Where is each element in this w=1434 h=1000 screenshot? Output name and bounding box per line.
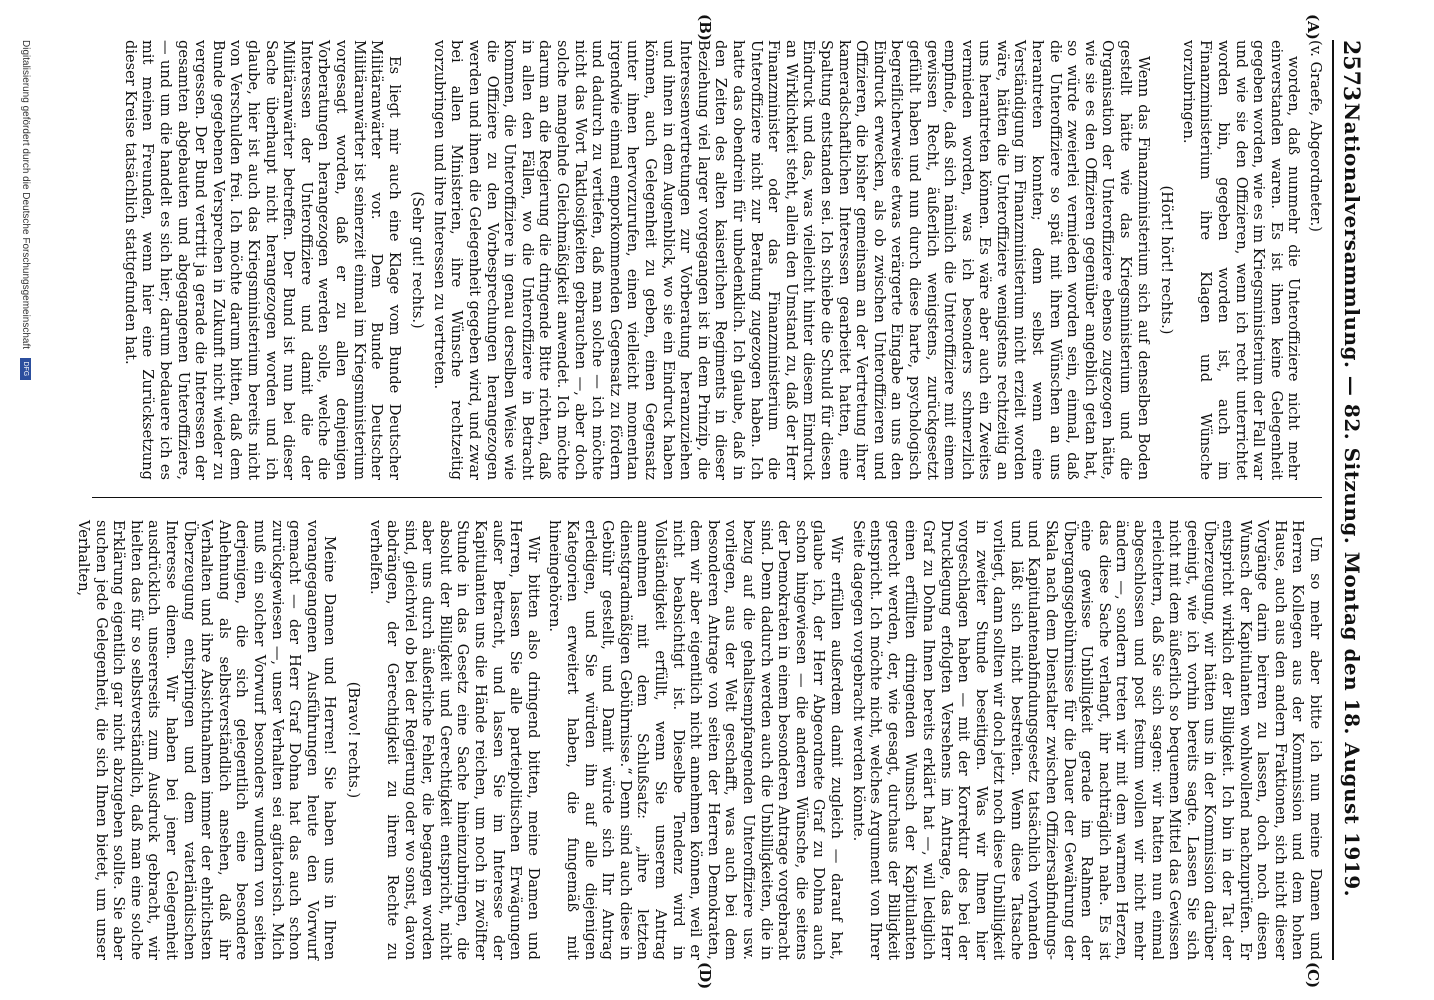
margin-marker-b: (B) [696, 14, 714, 41]
page-header [1332, 40, 1366, 960]
speaker-line: (v. Graefe, Abgeordneter.) [1307, 40, 1324, 232]
margin-marker-a: (A) [1304, 14, 1322, 40]
dfg-logo: DFG [20, 358, 31, 380]
interjection: (Bravo! rechts.) [344, 681, 362, 799]
paragraph: worden, daß nunmehr die Unteroffiziere nicht mehr einverstanden waren. Es ist ihnen keine Gelegenheit gegeben worden, wie es im Kriegsministerium der Fall war und wie sie den Offizieren, wenn ich recht unterrichtet worden bin, gegeben worden ist, auch im Finanzministerium ihre Klagen und Wünsche vorzubringen. [1179, 40, 1303, 480]
interjection: (Sehr gut! rechts.) [409, 191, 427, 329]
margin-marker-d: (D) [696, 962, 714, 990]
paragraph: Um so mehr aber bitte ich nun meine Damen und Herren Kollegen aus der Kommission und dem hohen Hause, auch aus den andern Fraktionen, sich nicht dieser Vorgänge darin beirren zu lassen, doch noch diesen Wunsch der Kapitulanten wohlwollend nachzuprüfen. Er entspricht wirklich der Billigkeit. Ich bin in der Tat der Überzeugung, wir hätten uns in der Kommission darüber geeinigt, wie ich vorhin bereits sagte. Lassen Sie sich nicht mit dem äußerlich so bequemen Mittel das Gewissen erleichtern, daß Sie sich sagen: wir hatten nun einmal abgeschlossen und post festum wollen wir nicht mehr ändern —, sondern treten wir mit dem warmen Herzen, das diese Sache verlangt, ihr nachträglich nahe. Es ist eine gewisse Unbilligkeit gerade im Rahmen der Übergangsgebührnisse für die Dauer der Gewährung der Skala nach dem Dienstalter zwischen Offiziersabfindungs- und Kapitulantenabfindungsgesetz tatsächlich vorhanden und läßt sich nicht bestreiten. Wenn diese Tatsache vorliegt, dann sollten wir doch jetzt noch diese Unbilligkeit in zweiter Stunde beseitigen. Was wir Ihnen hier vorgeschlagen haben — mit der Korrektur des bei der Drucklegung erfolgten Versehens im Antrage, das Herr Graf zu Dohna Ihnen bereits erklärt hat —, will lediglich einen erfüllten dringenden Wunsch der Kapitulanten gerecht werden, der, wie gesagt, durchaus der Billigkeit entspricht. Ich möchte nicht, welches Argument von Ihrer Seite dagegen vorgebracht werden könnte. [849, 520, 1324, 960]
left-column [84, 40, 1324, 480]
digitization-credit [20, 40, 31, 940]
interjection: (Hört! hört! rechts.) [1158, 185, 1176, 335]
paragraph: Meine Damen und Herren! Sie haben uns in Ihren vorangegangenen Ausführungen heute den Vorwurf gemacht — der Herr Graf Dohna hat das auch schon zurückgewiesen —, unser Verhalten sei agitatorisch. Mich muß ein solcher Vorwurf besonders wundern von seiten derjenigen, die sich gelegentlich eine besondere Anlehnung als selbstverständlich ansehen, daß ihr Verhalten und ihre Absichtnahmen immer der ehrlichsten Überzeugung entspringen und dem vaterländischen Interesse dienen. Wir haben bei jener Gelegenheit ausdrücklich unsererseits zum Ausdruck gebracht, wir hielten das für so selbstverständlich, daß man eine solche Erklärung eigentlich gar nicht abzugeben sollte. Sie aber suchen jede Gelegenheit, die sich Ihnen bietet, um unser Verhalten, [75, 520, 339, 960]
running-head: Nationalversammlung. — 82. Sitzung. Montag den 18. August 1919. [1340, 102, 1364, 898]
right-column [75, 520, 1324, 960]
paragraph: Es liegt mir auch eine Klage vom Bunde Deutscher Militäranwärter vor. Dem Bunde Deutscher Militäranwärter ist seinerzeit einmal im Kriegsministerium vorgesagt worden, daß er zu allen denjenigen Vorberatungen herangezogen werden solle, welche die Interessen der Unteroffiziere und damit die der Militäranwärter betreffen. Der Bund ist nun bei dieser Sache überhaupt nicht herangezogen worden und ich glaube, hier ist auch das Kriegsministerium bereits nicht von Verschulden frei. Ich möchte darum bitten, daß dem Bunde gegebenen Versprechen in Zukunft nicht wieder zu vergessen. Der Bund vertritt ja gerade die Interessen der gesamten abgebauten und abgegangenen Unteroffiziere, — und um die handelt es sich hier; darum bedauere ich es mit meinen Freunden, wenn hier eine Zurücksetzung dieser Kreise tatsächlich stattgefunden hat. [121, 40, 403, 480]
credit-text: Digitalisierung gefördert durch die Deutsche Forschungsgemeinschaft [20, 40, 31, 350]
page-number: 2573 [1338, 40, 1364, 102]
paragraph: Wir bitten also dringend bitten, meine Damen und Herren, lassen Sie alle parteipolitischen Erwägungen außer Betracht, und lassen Sie im Interesse der Kapitulanten uns die Hände reichen, um noch in zwölfter Stunde in das Gesetz eine Sache hineinzubringen, die absolut der Billigkeit und Gerechtigkeit entspricht, nicht aber uns durch äußerliche Fehler, die begangen worden sind, gleichviel ob bei der Regierung oder wo sonst, davon abdrängen, der Gerechtigkeit zu ihrem Rechte zu verhelfen. [366, 520, 542, 960]
paragraph: Wenn das Finanzministerium sich auf denselben Boden gestellt hätte wie das Kriegsministerium und die Organisation der Unteroffiziere ebenso zugezogen hätte, wie sie es den Offizieren gegenüber angeblich getan hat, so würde zweierlei vermieden worden sein, einmal, daß die Unteroffiziere so spät mit ihren Wünschen an uns herantreten konnten; denn selbst wenn eine Verständigung im Finanzministerium nicht erzielt worden wäre, hätten die Unteroffiziere wenigstens rechtzeitig an uns herantreten können. Es wäre aber auch ein Zweites vermieden worden, was ich besonders schmerzlich empfinde, daß sich nämlich die Unteroffiziere mit einem gewissen Recht, äußerlich wenigstens, zurückgesetzt gefühlt haben und nun durch diese harte, psychologisch begreiflicherweise etwas verärgerte Eingabe an uns den Eindruck erwecken, als ob zwischen Unteroffizieren und Offizieren, die bisher gemeinsam an der Vertretung ihrer kameradschaftlichen Interessen gearbeitet hatten, eine Spaltung entstanden sei. Ich schiebe die Schuld für diesen Eindruck und das, was vielleicht hinter diesem Eindruck an Wirklichkeit steht, allein den Umstand zu, daß der Herr Finanzminister oder das Finanzministerium die Unteroffiziere nicht zur Beratung zugezogen haben. Ich hatte das obendrein für unbedenklich. Ich glaube, daß in den Zeiten des alten kaiserlichen Regiments in dieser Beziehung viel larger vorgegangen ist in dem Prinzip, die Interessenvertretungen zur Vorberatung heranzuziehen und ihnen in dem Augenblick, wo sie ein Eindruck haben können, auch Gelegenheit zu geben, einen Gegensatz unter ihnen hervorzurufen, einen vielleicht momentan irgendwie einmal emporkommenden Gegensatz zu fördern und dadurch zu vertiefen, daß man solche — ich möchte nicht das Wort Taktlosigkeiten gebrauchen —, aber doch solche mangelnde Gleichmäßigkeit anwendet. Ich möchte darum an die Regierung die dringende Bitte richten, daß in allen den Fällen, wo die Unteroffiziere in Betracht kommen, die Unteroffiziere in genau derselben Weise wie die Offiziere zu den Vorbesprechungen herangezogen werden und ihnen die Gelegenheit gegeben wird, und zwar bei allen Ministerien, ihre Wünsche rechtzeitig vorzubringen und ihre Interessen zu vertreten. [430, 40, 1152, 480]
margin-marker-c: (C) [1304, 962, 1322, 989]
column-divider [92, 497, 1322, 498]
paragraph: Wir erfüllen außerdem damit zugleich — darauf hat, glaube ich, der Herr Abgeordnete Graf zu Dohna auch schon hingewiesen — die anderen Wünsche, die seitens der Demokraten in einem besonderen Antrage vorgebracht sind. Denn dadurch werden auch die Unbilligkeiten, die in bezug auf die gehaltsempfangenden Unteroffiziere usw. vorliegen, aus der Welt geschafft, was auch bei dem besonderen Antrage von seiten der Herren Demokraten, dem wir aber eigentlich nicht annehmen können, weil er nicht beabsichtigt ist. Dieselbe Tendenz wird in Vollständigkeit erfüllt, wenn Sie unserem Antrag annehmen mit dem Schlußsatz: „ihre letzten dienstgradmäßigen Gebührnisse.“ Denn sind auch diese in Gebühr gestellt, und Damit würde sich Ihr Antrag erledigen, und Sie würden ihn auf alle diejenigen Kategorien erweitert haben, die fungemäß mit hineingehören. [546, 520, 845, 960]
